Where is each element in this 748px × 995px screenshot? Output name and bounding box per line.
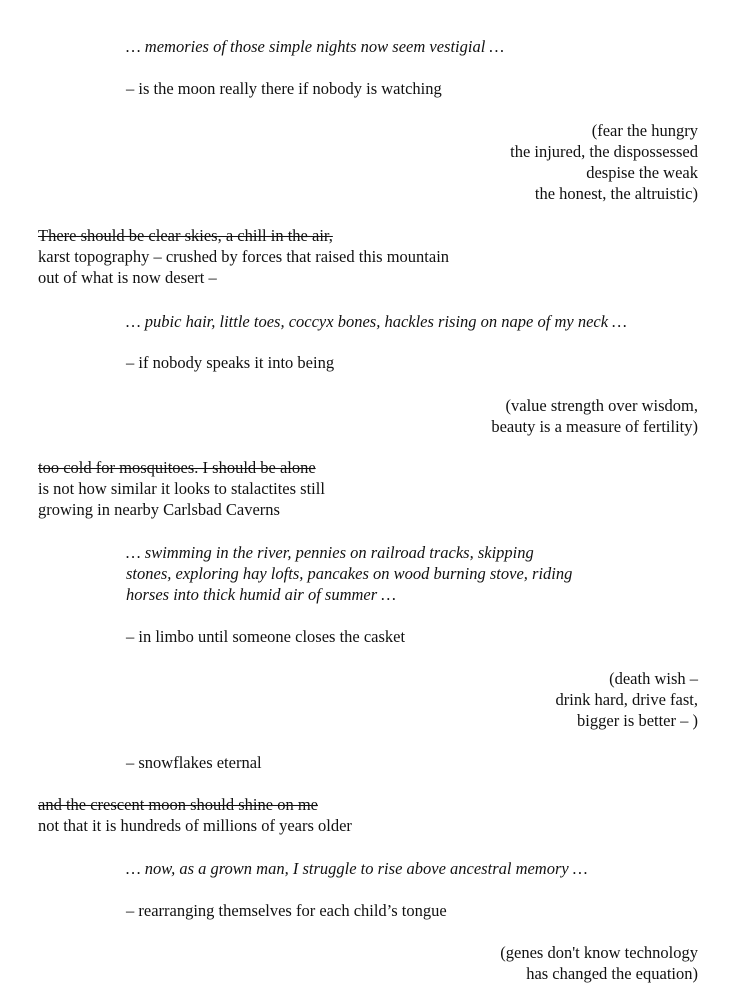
parenthetical-line: beauty is a measure of fertility) bbox=[491, 417, 698, 436]
body-line: out of what is now desert – bbox=[38, 268, 217, 287]
parenthetical-line: bigger is better – ) bbox=[577, 711, 698, 730]
italic-memory-line: … memories of those simple nights now seem vestigial … bbox=[126, 37, 505, 56]
italic-memory-line: stones, exploring hay lofts, pancakes on wood burning stove, riding bbox=[126, 564, 573, 583]
dash-line: – if nobody speaks it into being bbox=[126, 353, 335, 372]
parenthetical-line: (fear the hungry bbox=[591, 121, 698, 140]
parenthetical-line: despise the weak bbox=[586, 163, 698, 182]
italic-memory-line: … swimming in the river, pennies on railroad tracks, skipping bbox=[126, 543, 534, 562]
body-line: karst topography – crushed by forces that raised this mountain bbox=[38, 247, 450, 266]
parenthetical-line: (death wish – bbox=[609, 669, 698, 688]
dash-line: – snowflakes eternal bbox=[126, 753, 262, 772]
dash-line: – rearranging themselves for each child’s tongue bbox=[126, 901, 447, 920]
parenthetical-line: the honest, the altruistic) bbox=[534, 184, 698, 203]
body-line: is not how similar it looks to stalactites still bbox=[38, 479, 325, 498]
parenthetical-line: drink hard, drive fast, bbox=[555, 690, 698, 709]
parenthetical-line: (genes don't know technology bbox=[500, 943, 698, 962]
italic-memory-line: … pubic hair, little toes, coccyx bones, hackles rising on nape of my neck … bbox=[126, 312, 627, 331]
parenthetical-line: has changed the equation) bbox=[526, 964, 698, 983]
italic-memory-line: … now, as a grown man, I struggle to rise above ancestral memory … bbox=[126, 859, 588, 878]
dash-line: – is the moon really there if nobody is watching bbox=[126, 79, 442, 98]
struck-through-line: There should be clear skies, a chill in the air, bbox=[38, 226, 333, 245]
body-line: growing in nearby Carlsbad Caverns bbox=[38, 500, 280, 519]
body-line: not that it is hundreds of millions of years older bbox=[38, 816, 352, 835]
dash-line: – in limbo until someone closes the casket bbox=[126, 627, 406, 646]
parenthetical-line: the injured, the dispossessed bbox=[510, 142, 698, 161]
parenthetical-line: (value strength over wisdom, bbox=[505, 396, 698, 415]
italic-memory-line: horses into thick humid air of summer … bbox=[126, 585, 396, 604]
struck-through-line: and the crescent moon should shine on me bbox=[38, 795, 318, 814]
struck-through-line: too cold for mosquitoes. I should be alone bbox=[38, 458, 316, 477]
